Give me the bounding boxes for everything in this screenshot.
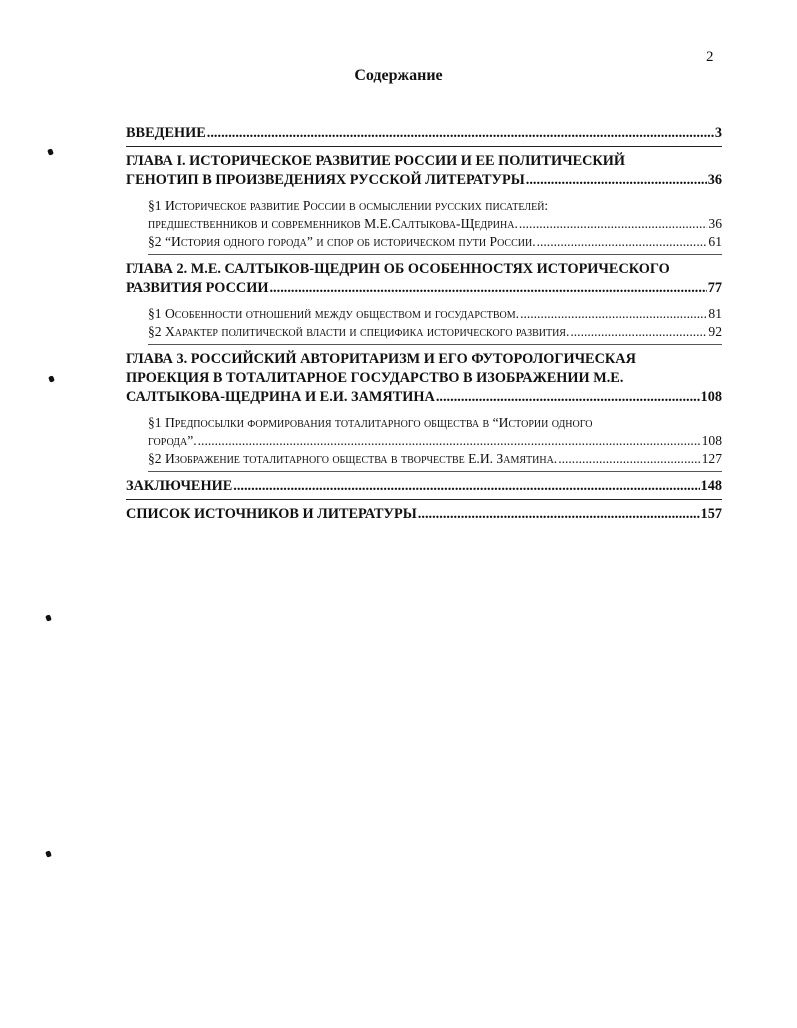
- toc-entry-text: ВВЕДЕНИЕ: [126, 125, 206, 141]
- toc-entry-text: ГЛАВА I. ИСТОРИЧЕСКОЕ РАЗВИТИЕ РОССИИ И ЕЕ ПОЛИТИЧЕСКИЙ: [126, 153, 626, 169]
- toc-page-number: 108: [701, 433, 722, 448]
- toc-entry-text: СПИСОК ИСТОЧНИКОВ И ЛИТЕРАТУРЫ: [126, 506, 417, 522]
- toc-page-number: 36: [708, 216, 722, 231]
- toc-page-number: 81: [708, 306, 722, 321]
- dot-leader: [537, 233, 708, 251]
- toc-section-entry: [126, 197, 722, 233]
- toc-chapter-entry: [126, 260, 722, 298]
- divider: [148, 254, 722, 255]
- toc-entry-text: ГЛАВА 2. М.Е. САЛТЫКОВ-ЩЕДРИН ОБ ОСОБЕННОСТЯХ ИСТОРИЧЕСКОГО: [126, 261, 670, 277]
- toc-chapter-entry: [126, 477, 722, 500]
- scan-mark: [47, 148, 54, 155]
- toc-page-number: 36: [707, 172, 722, 188]
- toc-entry-text: §1 Предпосылки формирования тоталитарного общества в “Истории одного: [148, 415, 593, 430]
- dot-leader: [570, 323, 707, 341]
- toc-entry-text: ГЕНОТИП В ПРОИЗВЕДЕНИЯХ РУССКОЙ ЛИТЕРАТУРЫ: [126, 172, 525, 188]
- divider: [126, 499, 722, 500]
- toc-section-entry: [126, 450, 722, 472]
- divider: [148, 344, 722, 345]
- dot-leader: [558, 450, 700, 468]
- toc-entry-text: САЛТЫКОВА-ЩЕДРИНА И Е.И. ЗАМЯТИНА: [126, 389, 435, 405]
- toc-chapter-entry: [126, 124, 722, 147]
- toc-title: Содержание: [354, 67, 443, 84]
- toc-chapter-entry: [126, 350, 722, 407]
- dot-leader: [520, 305, 707, 323]
- toc-entry-text: §2 Изображение тоталитарного общества в творчестве Е.И. Замятина.: [148, 451, 558, 466]
- dot-leader: [269, 279, 706, 298]
- toc-page-number: 148: [700, 478, 722, 494]
- table-of-contents: [126, 124, 722, 524]
- scan-mark: [45, 614, 52, 621]
- toc-page-number: 108: [700, 389, 722, 405]
- toc-page-number: 3: [714, 125, 722, 141]
- toc-entry-text: §1 Особенности отношений между обществом и государством.: [148, 306, 520, 321]
- toc-entry-text: РАЗВИТИЯ РОССИИ: [126, 280, 269, 296]
- toc-chapter-entry: [126, 152, 722, 190]
- toc-section-entry: [126, 305, 722, 323]
- dot-leader: [207, 124, 714, 143]
- toc-page-number: 77: [707, 280, 722, 296]
- toc-entry-text: ГЛАВА 3. РОССИЙСКИЙ АВТОРИТАРИЗМ И ЕГО ФУТОРОЛОГИЧЕСКАЯ: [126, 351, 636, 367]
- toc-entry-text: ПРОЕКЦИЯ В ТОТАЛИТАРНОЕ ГОСУДАРСТВО В ИЗОБРАЖЕНИИ М.Е.: [126, 370, 624, 386]
- toc-section-entry: [126, 233, 722, 255]
- dot-leader: [526, 171, 707, 190]
- toc-entry-text: города”.: [148, 433, 197, 448]
- dot-leader: [436, 388, 700, 407]
- dot-leader: [198, 432, 701, 450]
- toc-page-number: 61: [708, 234, 722, 249]
- toc-entry-text: ЗАКЛЮЧЕНИЕ: [126, 478, 233, 494]
- dot-leader: [418, 505, 700, 524]
- dot-leader: [233, 477, 699, 496]
- toc-entry-text: §1 Историческое развитие России в осмыслении русских писателей:: [148, 198, 549, 213]
- dot-leader: [519, 215, 708, 233]
- toc-page-number: 92: [708, 324, 722, 339]
- toc-page-number: 127: [701, 451, 722, 466]
- divider: [126, 146, 722, 147]
- toc-entry-text: предшественников и современников М.Е.Салтыкова-Щедрина.: [148, 216, 518, 231]
- scan-mark: [48, 375, 55, 382]
- toc-page-number: 157: [700, 506, 722, 522]
- toc-chapter-entry: [126, 505, 722, 524]
- divider: [148, 471, 722, 472]
- toc-section-entry: [126, 323, 722, 345]
- scan-mark: [45, 850, 52, 857]
- toc-entry-text: §2 “История одного города” и спор об историческом пути России.: [148, 234, 536, 249]
- page-number: 2: [706, 49, 714, 65]
- toc-entry-text: §2 Характер политической власти и специфика исторического развития.: [148, 324, 570, 339]
- toc-section-entry: [126, 414, 722, 450]
